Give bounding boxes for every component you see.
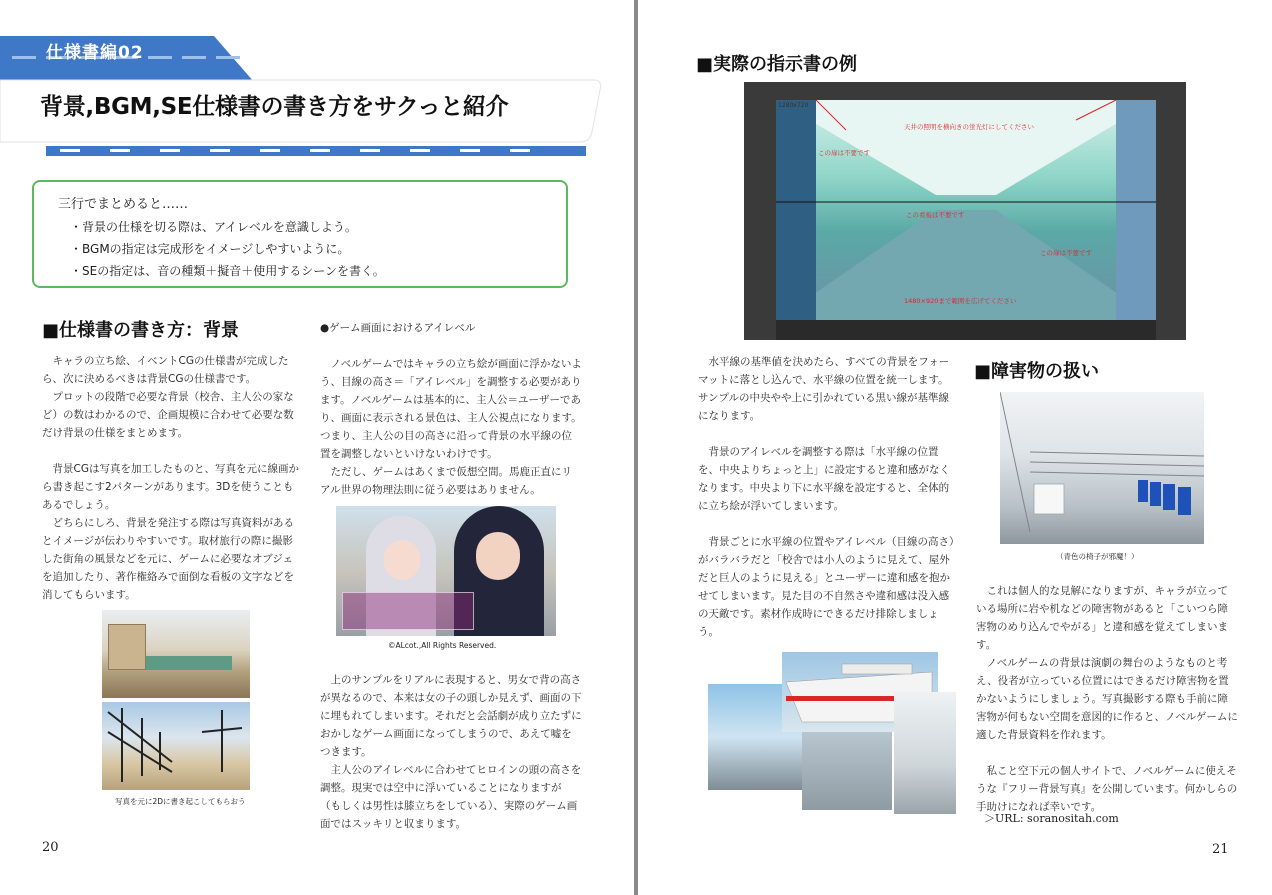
summary-heading: 三行でまとめると…… [58, 197, 189, 212]
chapter-tag: 仕様書編02 [46, 43, 144, 63]
instruction-sheet-image [744, 82, 1186, 340]
page-number: 20 [42, 840, 59, 855]
annotation: 1480×920まで範囲を広げてください [904, 297, 1017, 305]
example-heading: ■実際の指示書の例 [696, 54, 858, 75]
summary-item: ・背景の仕様を切る際は、アイレベルを意識しよう。 [70, 220, 357, 234]
col2-heading: ●ゲーム画面におけるアイレベル [320, 322, 476, 334]
summary-box [32, 180, 568, 288]
right-page [638, 0, 1272, 895]
col2-text-2: 上のサンプルをリアルに表現すると、男女で背の高さが異なるので、本来は女の子の頭しか見えず、画面の下に埋もれてしまいます。それだと会話劇が成り立たずにおかしなゲーム画面になってしまうので、あえて嘘をつきます。 主人公のアイレベルに合わせてヒロインの頭の高さを調整。現実では空中に浮いていることになりますが（もしくは男性は膝立ちをしている）、実際のゲーム画面ではスッキリと収まります。 [320, 674, 582, 830]
annotation: この扉は不要です [818, 149, 870, 157]
hallway-background [776, 100, 1156, 320]
col2-text-1: ノベルゲームではキャラの立ち絵が画面に浮かないよう、目線の高さ＝「アイレベル」を調整する必要があります。ノベルゲームは基本的に、主人公＝ユーザーであり、画面に表示される景色は、主人公視点になります。つまり、主人公の目の高さに沿って背景の水平線の位置を調整しないといけないわけです。 ただし、ゲームはあくまで仮想空間。馬鹿正直にリアル世界の物理法則に従う必要はありません。 [320, 358, 582, 496]
annotation: 天井の照明を横向きの蛍光灯にしてください [904, 123, 1034, 131]
summary-item: ・BGMの指定は完成形をイメージしやすいように。 [70, 242, 350, 256]
obstacle-caption: （青色の椅子が邪魔！） [1056, 552, 1139, 561]
col1-text: キャラの立ち絵、イベントCGの仕様書が完成したら、次に決めるべきは背景CGの仕様書です。 プロットの段階で必要な背景（校舎、主人公の家など）の数はわかるので、企画規模に合わせて必要な数だけ背景の仕様をまとめます。 背景CGは写真を加工したものと、写真を元に線画から書き起こす2パターンがあります。3Dを使うこともあるでしょう。 どちらにしろ、背景を発注する際は写真資料があるとイメージが伝わりやすいです。取材旅行の際に撮影した街角の風景などを元に、ゲームに必要なオブジェを追加したり、著作権絡みで面倒な看板の文字などを消してもらいます。 [42, 355, 299, 601]
rooftop-structure-image [102, 702, 250, 790]
annotation: 1280x720 [778, 102, 809, 109]
deck-chairs-image [1000, 392, 1204, 544]
page-title: 背景,BGM,SE仕様書の書き方をサクっと紹介 [40, 94, 509, 120]
harbor-photo-2 [802, 730, 892, 810]
right-text-2: これは個人的な見解になりますが、キャラが立っている場所に岩や机などの障害物があると「こいつら障害物のめり込んでやがる」と違和感を覚えてしまいます。 ノベルゲームの背景は演劇の舞台のようなものと考え、役者が立っている位置にはできるだけ障害物を置かないようにしましょう。写真撮影する際も手前に障害物が何もない空間を意図的に作ると、ノベルゲームに適した背景資料を作れます。 私こと空下元の個人サイトで、ノベルゲームに使えそうな『フリー背景写真』を公開しています。何かしらの手助けになれば幸いです。 [976, 585, 1238, 813]
annotation: この扉は不要です [1040, 249, 1092, 257]
page-number: 21 [1212, 842, 1229, 857]
copyright-caption: ©ALcot.,All Rights Reserved. [388, 641, 497, 650]
deck-photo [894, 692, 956, 814]
right-text-1: 水平線の基準値を決めたら、すべての背景をフォーマットに落とし込んで、水平線の位置を統一します。サンプルの中央やや上に引かれている黒い線が基準線になります。 背景のアイレベルを調整する際は「水平線の位置を、中央よりちょっと上」に設定すると違和感がなくなります。中央より下に水平線を設定すると、全体的に立ち絵が浮いてしまいます。 背景ごとに水平線の位置やアイレベル（目線の高さ）がバラバラだと「校舎では小人のように見えて、屋外だと巨人のように見える」とユーザーに違和感を抱かせてしまいます。見た目の不自然さや違和感は没入感の天敵です。素材作成時にできるだけ排除しましょう。 [698, 356, 955, 638]
section-heading: ■仕様書の書き方：背景 [42, 320, 240, 341]
annotation: この看板は不要です [906, 211, 965, 219]
url-text[interactable]: ＞URL: soranositah.com [984, 812, 1119, 825]
game-screen-image [336, 506, 556, 636]
summary-item: ・SEの指定は、音の種類＋擬音＋使用するシーンを書く。 [70, 264, 385, 278]
obstacle-heading: ■障害物の扱い [974, 361, 1100, 382]
col1-caption: 写真を元に2Dに書き起こしてもらおう [115, 797, 246, 806]
school-room-image [102, 610, 250, 698]
left-page [0, 0, 634, 895]
